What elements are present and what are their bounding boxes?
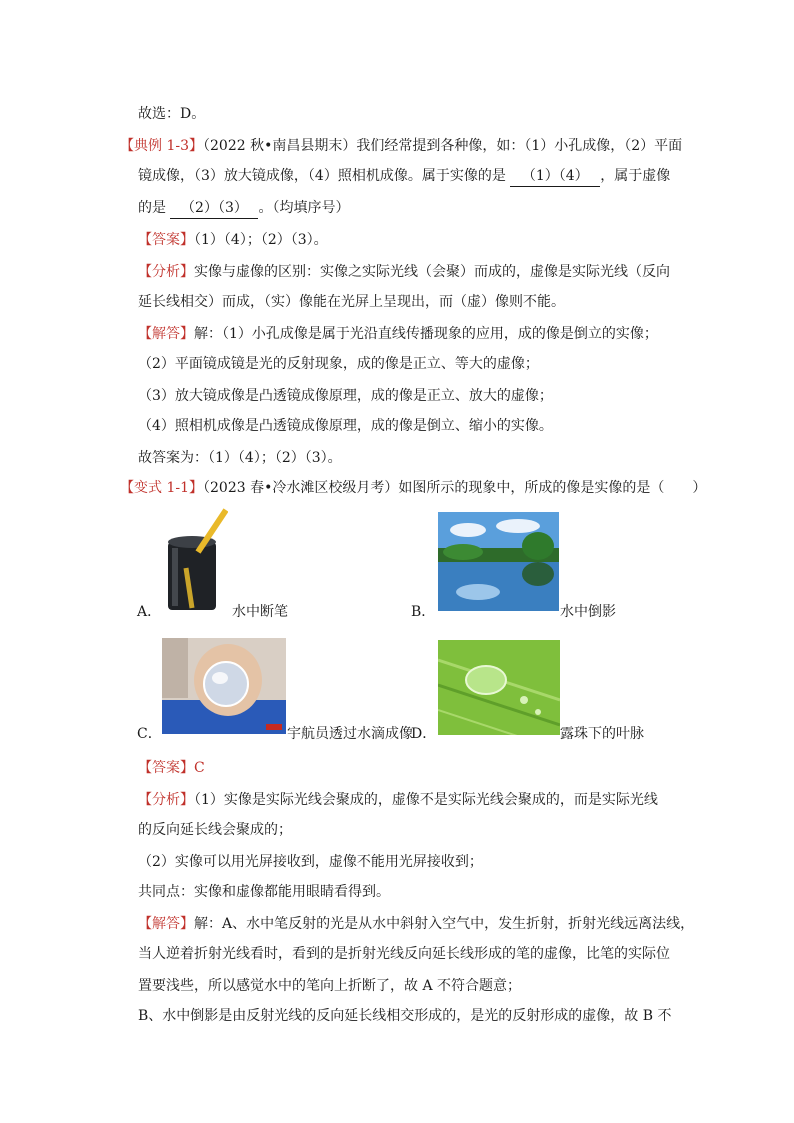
- option-c[interactable]: C．: [137, 726, 162, 742]
- solution-answer-line: 故答案为：（1）（4）；（2）（3）。: [138, 450, 342, 466]
- option-a[interactable]: A．: [137, 604, 162, 620]
- example-line-3: 的是 （2）（3） 。（均填序号）: [138, 198, 349, 219]
- answer-blank-real: （1）（4）: [510, 166, 600, 187]
- analysis2-line-2: 的反向延长线会聚成的；: [138, 822, 292, 838]
- answer2-tag: 【答案】: [138, 760, 194, 776]
- variant-tag: 【变式 1-1】: [120, 480, 203, 496]
- conclusion-line: 故选：D。: [138, 106, 206, 122]
- dewdrop-leaf-image: [438, 640, 560, 735]
- option-a-label: 水中断笔: [232, 604, 288, 620]
- solution-line-4: （4）照相机成像是凸透镜成像原理，成的像是倒立、缩小的实像。: [138, 418, 553, 434]
- solution-tag: 【解答】: [138, 326, 194, 342]
- example-tag: 【典例 1-3】: [120, 138, 203, 154]
- option-d-label: 露珠下的叶脉: [560, 726, 644, 742]
- analysis2-line-3: （2）实像可以用光屏接收到，虚像不能用光屏接收到；: [138, 854, 483, 870]
- answer2-line: 【答案】C: [138, 760, 205, 776]
- solution-line-3: （3）放大镜成像是凸透镜成像原理，成的像是正立、放大的虚像；: [138, 388, 553, 404]
- analysis-line: 【分析】实像与虚像的区别：实像之实际光线（会聚）而成的，虚像是实际光线（反向: [138, 264, 670, 280]
- analysis-tag: 【分析】: [138, 264, 194, 280]
- solution-line: 【解答】解：（1）小孔成像是属于光沿直线传播现象的应用，成的像是倒立的实像；: [138, 326, 658, 342]
- variant-question: 【变式 1-1】（2023 春•冷水滩区校级月考）如图所示的现象中，所成的像是实像的是（ ）: [120, 480, 707, 496]
- answer-tag: 【答案】: [138, 232, 194, 248]
- pen-in-water-image: [162, 508, 228, 612]
- analysis2-tag: 【分析】: [138, 792, 194, 808]
- solution2-line: 【解答】解：A、水中笔反射的光是从水中斜射入空气中，发生折射，折射光线远离法线，: [138, 916, 695, 932]
- option-c-label: 宇航员透过水滴成像: [287, 726, 413, 742]
- analysis2-line-4: 共同点：实像和虚像都能用眼睛看得到。: [138, 884, 390, 900]
- option-b[interactable]: B．: [411, 604, 436, 620]
- solution2-line-4: B、水中倒影是由反射光线的反向延长线相交形成的，是光的反射形成的虚像，故 B 不: [138, 1008, 672, 1024]
- analysis-line-2: 延长线相交）而成，（实）像能在光屏上呈现出，而（虚）像则不能。: [138, 294, 565, 310]
- solution2-tag: 【解答】: [138, 916, 194, 932]
- solution-line-2: （2）平面镜成镜是光的反射现象，成的像是正立、等大的虚像；: [138, 356, 539, 372]
- solution2-line-3: 置要浅些，所以感觉水中的笔向上折断了，故 A 不符合题意；: [138, 978, 522, 994]
- option-b-label: 水中倒影: [560, 604, 616, 620]
- option-d[interactable]: D．: [411, 726, 437, 742]
- example-question: 【典例 1-3】（2022 秋•南昌县期末）我们经常提到各种像，如：（1）小孔成像，（2）平面: [120, 138, 683, 154]
- answer-blank-virtual: （2）（3）: [170, 198, 258, 219]
- analysis2-line: 【分析】（1）实像是实际光线会聚成的，虚像不是实际光线会聚成的，而是实际光线: [138, 792, 658, 808]
- answer-line: 【答案】（1）（4）；（2）（3）。: [138, 232, 328, 248]
- lake-reflection-image: [438, 512, 559, 611]
- example-line-2: 镜成像，（3）放大镜成像，（4）照相机成像。属于实像的是 （1）（4） ，属于虚像: [138, 166, 670, 187]
- solution2-line-2: 当人逆着折射光线看时，看到的是折射光线反向延长线形成的笔的虚像，比笔的实际位: [138, 946, 670, 962]
- astronaut-water-drop-image: [162, 638, 286, 734]
